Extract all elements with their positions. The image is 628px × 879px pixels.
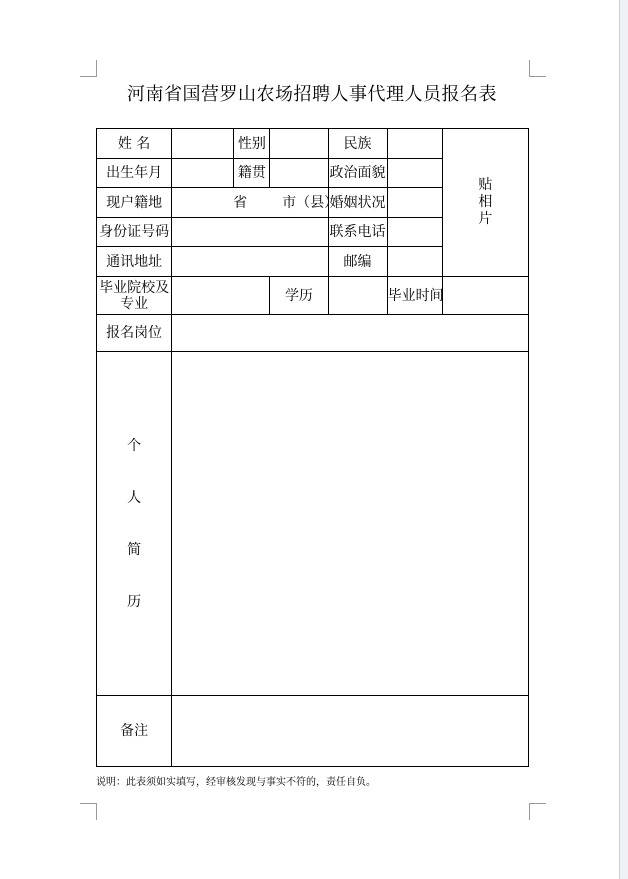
label-ethnicity: 民族 [328,129,387,159]
label-marital-status: 婚姻状况 [328,188,387,218]
photo-box[interactable] [442,129,528,277]
label-name: 姓 名 [97,129,172,159]
input-marital-status[interactable] [387,188,442,218]
page-edge-shadow [620,0,628,879]
label-address: 通讯地址 [97,247,172,277]
label-household-location: 现户籍地 [97,188,172,218]
label-graduation-time: 毕业时间 [387,277,442,315]
registration-form-table [96,128,529,767]
input-gender[interactable] [270,129,328,159]
input-household-location[interactable] [172,188,339,218]
input-resume[interactable] [172,352,529,696]
input-graduation-time[interactable] [442,277,528,315]
input-education[interactable] [328,277,387,315]
input-id-number[interactable] [172,218,328,247]
province-label: 省 [233,195,248,211]
input-postcode[interactable] [387,247,442,277]
label-resume-cell [97,352,172,696]
label-birth: 出生年月 [97,159,172,188]
input-position[interactable] [172,315,529,352]
crop-mark-top-right [529,60,546,77]
form-title: 河南省国营罗山农场招聘人事代理人员报名表 [127,84,497,105]
label-postcode: 邮编 [328,247,387,277]
input-ethnicity[interactable] [387,129,442,159]
crop-mark-bottom-left [80,803,97,820]
input-birth[interactable] [172,159,234,188]
label-position: 报名岗位 [97,315,172,352]
form-note: 说明：此表须如实填写，经审核发现与事实不符的，责任自负。 [96,777,376,788]
input-name[interactable] [172,129,234,159]
label-remarks: 备注 [97,696,172,767]
photo-label: 贴相片 [478,177,493,227]
input-political-status[interactable] [387,159,442,188]
label-gender: 性别 [234,129,270,159]
input-school-major[interactable] [172,277,270,315]
label-education: 学历 [270,277,328,315]
label-resume: 个人简历 [127,437,142,610]
label-political-status: 政治面貌 [328,159,387,188]
label-id-number: 身份证号码 [97,218,172,247]
label-native-place: 籍贯 [234,159,270,188]
label-school-major: 毕业院校及专业 [97,277,172,315]
city-county-label: 市（县） [282,195,339,211]
input-native-place[interactable] [270,159,328,188]
crop-mark-top-left [80,60,97,77]
label-phone: 联系电话 [328,218,387,247]
input-remarks[interactable] [172,696,529,767]
crop-mark-bottom-right [529,803,546,820]
input-address[interactable] [172,247,328,277]
input-phone[interactable] [387,218,442,247]
